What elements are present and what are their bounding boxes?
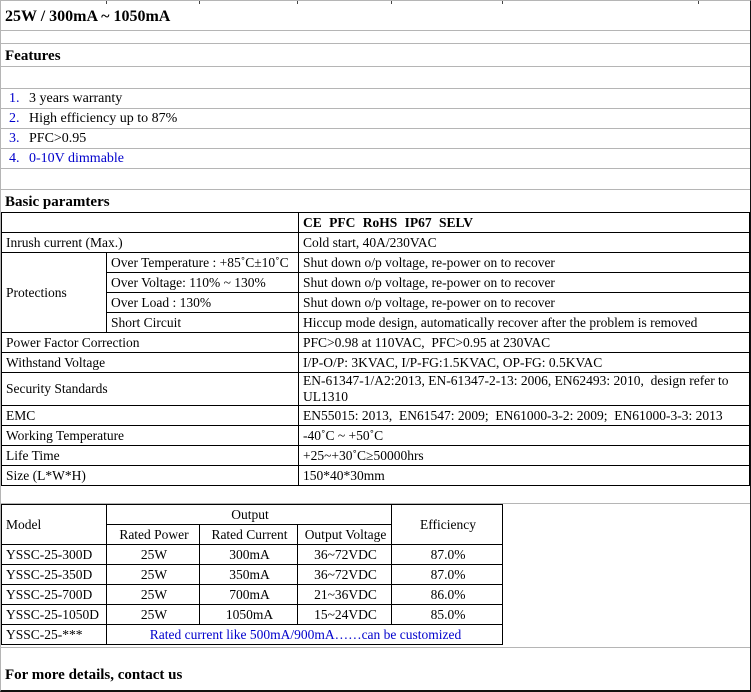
efficiency: 87.0% — [392, 545, 503, 565]
protection-behavior: Shut down o/p voltage, re-power on to recover — [299, 273, 750, 293]
protection-row-short-circuit — [2, 313, 750, 333]
protection-condition: Short Circuit — [107, 313, 299, 333]
spacer-row — [1, 486, 750, 504]
protection-behavior: Hiccup mode design, automatically recover after the problem is removed — [299, 313, 750, 333]
model-row-350d — [2, 565, 503, 585]
footer-heading — [1, 660, 750, 688]
feature-text: PFC>0.95 — [29, 131, 87, 146]
model-row-1050d — [2, 605, 503, 625]
rated-current: 700mA — [200, 585, 298, 605]
protection-condition: Over Temperature : +85˚C±10˚C — [107, 253, 299, 273]
feature-text: 0-10V dimmable — [29, 151, 125, 166]
output-voltage: 36~72VDC — [298, 545, 392, 565]
rated-power: 25W — [107, 545, 200, 565]
spec-label: Power Factor Correction — [2, 333, 299, 353]
feature-number: 2. — [9, 111, 20, 126]
rated-current: 1050mA — [200, 605, 298, 625]
features-heading-text: Features — [5, 48, 61, 64]
protection-condition: Over Load : 130% — [107, 293, 299, 313]
basic-parameters-table — [1, 212, 750, 486]
spec-value: -40˚C ~ +50˚C — [299, 426, 750, 446]
protection-behavior: Shut down o/p voltage, re-power on to recover — [299, 293, 750, 313]
rated-current: 350mA — [200, 565, 298, 585]
rated-current-column-header: Rated Current — [200, 525, 298, 545]
spec-value: Cold start, 40A/230VAC — [299, 233, 750, 253]
protection-behavior: Shut down o/p voltage, re-power on to recover — [299, 253, 750, 273]
feature-item-3 — [1, 129, 750, 149]
feature-item-2 — [1, 109, 750, 129]
footer-heading-text: For more details, contact us — [5, 667, 183, 683]
feature-text: 3 years warranty — [29, 91, 123, 106]
spec-label: Security Standards — [2, 373, 299, 406]
spec-value: EN55015: 2013, EN61547: 2009; EN61000-3-2: 2009; EN61000-3-3: 2013 — [299, 406, 750, 426]
spec-row-life-time — [2, 446, 750, 466]
spec-label: Size (L*W*H) — [2, 466, 299, 486]
protection-row-over-load — [2, 293, 750, 313]
top-grid-tick — [297, 1, 298, 4]
output-voltage: 15~24VDC — [298, 605, 392, 625]
custom-current-note: Rated current like 500mA/900mA……can be customized — [107, 625, 503, 645]
rated-current: 300mA — [200, 545, 298, 565]
model-table-section — [1, 504, 750, 648]
model-row-700d — [2, 585, 503, 605]
rated-power: 25W — [107, 605, 200, 625]
model-name: YSSC-25-*** — [2, 625, 107, 645]
page-title-text: 25W / 300mA ~ 1050mA — [5, 8, 171, 25]
spec-value: +25~+30˚C≥50000hrs — [299, 446, 750, 466]
output-voltage: 36~72VDC — [298, 565, 392, 585]
efficiency: 87.0% — [392, 565, 503, 585]
feature-number: 4. — [9, 151, 20, 166]
model-name: YSSC-25-700D — [2, 585, 107, 605]
spacer-row — [1, 169, 750, 190]
spacer-row — [1, 67, 750, 89]
top-grid-tick — [698, 1, 699, 4]
rated-power-column-header: Rated Power — [107, 525, 200, 545]
basic-parameters-heading-text: Basic paramters — [5, 194, 110, 210]
output-voltage: 21~36VDC — [298, 585, 392, 605]
top-grid-tick — [502, 1, 503, 4]
feature-number: 3. — [9, 131, 20, 146]
rated-power: 25W — [107, 585, 200, 605]
top-grid-tick — [106, 1, 107, 4]
rated-power: 25W — [107, 565, 200, 585]
spec-label: Working Temperature — [2, 426, 299, 446]
protection-condition: Over Voltage: 110% ~ 130% — [107, 273, 299, 293]
spec-label: Inrush current (Max.) — [2, 233, 299, 253]
protection-row-over-voltage — [2, 273, 750, 293]
spec-value: EN-61347-1/A2:2013, EN-61347-2-13: 2006, EN62493: 2010, design refer to UL1310 — [299, 373, 750, 406]
spec-row-power-factor — [2, 333, 750, 353]
feature-number: 1. — [9, 91, 20, 106]
protections-group-label: Protections — [2, 253, 107, 333]
efficiency: 86.0% — [392, 585, 503, 605]
model-name: YSSC-25-350D — [2, 565, 107, 585]
model-row-300d — [2, 545, 503, 565]
spacer-row — [1, 648, 750, 660]
spec-row-size — [2, 466, 750, 486]
feature-text: High efficiency up to 87% — [29, 111, 178, 126]
model-row-custom — [2, 625, 503, 645]
spec-value: PFC>0.98 at 110VAC, PFC>0.95 at 230VAC — [299, 333, 750, 353]
spec-row-working-temperature — [2, 426, 750, 446]
output-group-header: Output — [107, 505, 392, 525]
model-name: YSSC-25-300D — [2, 545, 107, 565]
model-column-header: Model — [2, 505, 107, 545]
model-table — [1, 504, 503, 645]
page-title — [1, 1, 750, 31]
spec-label: Life Time — [2, 446, 299, 466]
inrush-current-row — [2, 233, 750, 253]
spacer-row — [1, 31, 750, 44]
spec-value: I/P-O/P: 3KVAC, I/P-FG:1.5KVAC, OP-FG: 0.5KVAC — [299, 353, 750, 373]
efficiency: 85.0% — [392, 605, 503, 625]
features-heading — [1, 44, 750, 67]
spec-row-emc — [2, 406, 750, 426]
efficiency-column-header: Efficiency — [392, 505, 503, 545]
basic-parameters-heading — [1, 190, 750, 212]
spec-label: EMC — [2, 406, 299, 426]
model-name: YSSC-25-1050D — [2, 605, 107, 625]
spec-value: 150*40*30mm — [299, 466, 750, 486]
top-grid-tick — [391, 1, 392, 4]
feature-item-1 — [1, 89, 750, 109]
protection-row-over-temperature — [2, 253, 750, 273]
certifications-empty-cell — [2, 213, 299, 233]
spec-label: Withstand Voltage — [2, 353, 299, 373]
certifications-value: CE PFC RoHS IP67 SELV — [299, 213, 750, 233]
model-table-header-row-1 — [2, 505, 503, 525]
certifications-row — [2, 213, 750, 233]
spec-row-security-standards — [2, 373, 750, 406]
feature-item-4 — [1, 149, 750, 169]
output-voltage-column-header: Output Voltage — [298, 525, 392, 545]
top-grid-tick — [199, 1, 200, 4]
spec-row-withstand-voltage — [2, 353, 750, 373]
